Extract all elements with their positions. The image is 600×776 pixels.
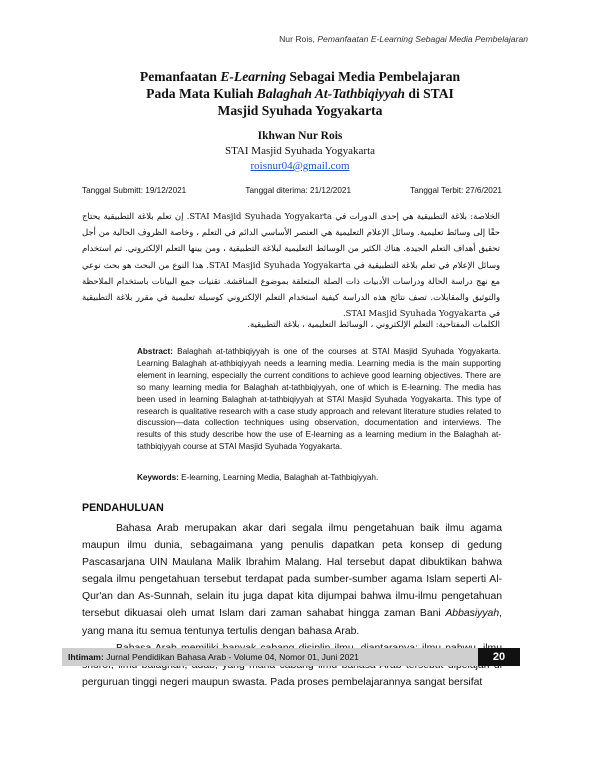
article-dates	[82, 186, 502, 195]
date-published: Tanggal Terbit: 27/6/2021	[410, 186, 502, 195]
abstract-text: Balaghah at-tathbiqiyyah is one of the courses at STAI Masjid Syuhada Yogyakarta. Learning Balaghah at-athbiqiyyah needs a learning media. Learning media is the main supporting element in learning, especially the current conditions to achieve good learning objectives. There are so many learning media for Balaghah at-tathbiqiyyah, one of which is E-learning. The media has been used in learning Balaghah at-tathbiqiyyah at STAI Masjid Syuhada Yogyakarta. This type of research is qualitative research with a case study approach and relevant literature studies related to discussion—data collection techniques using observation, documentation and interviews. The results of this study describe how the use of E-learning as a learning medium in the Balaghah at-tathbiqiyyah course at STAI Masjid Syuhada Yogyakarta.	[137, 347, 501, 452]
arabic-keywords: الكلمات المفتاحية: التعلم الإلكتروني ، الوسائط التعليمية ، بلاغة التطبيقية.	[247, 319, 500, 329]
paragraph-2: perguruan tinggi negeri maupun swasta. Pada proses pembelajarannya sangat bersifat	[82, 676, 483, 688]
title-part-4: Pada Mata Kuliah	[146, 86, 257, 101]
author-block	[100, 128, 500, 174]
footer-journal-name: Ihtimam:	[68, 652, 104, 662]
english-keywords	[137, 472, 501, 484]
section-heading: PENDAHULUAN	[82, 502, 164, 514]
running-header-author: Nur Rois,	[279, 34, 315, 44]
running-header-title: Pemanfaatan E-Learning Sebagai Media Pembelajaran	[317, 34, 528, 44]
title-part-3: Sebagai Media Pembelajaran	[286, 69, 461, 84]
title-part-6: di STAI	[404, 86, 454, 101]
keywords-label: Keywords:	[137, 473, 179, 482]
abstract-label: Abstract:	[137, 347, 173, 356]
footer-bar	[62, 648, 520, 666]
footer-journal-rest: Jurnal Pendidikan Bahasa Arab - Volume 04, Nomor 01, Juni 2021	[103, 652, 359, 662]
running-header	[279, 34, 528, 44]
paragraph-1-a: Bahasa Arab merupakan akar dari segala ilmu pengetahuan baik ilmu agama maupun ilmu dunia, sebagaimana yang penulis dapatkan peta konsep di gedung Pascasarjana UIN Maulana Malik Ibrahim Malang. Hal tersebut dapat dibuktikan bahwa segala ilmu pengetahuan tersebut terdapat pada sumber-sumber agama Islam seperti Al-Qur'an dan As-Sunnah, selain itu juga dapat kita dijumpai bahwa ilmu-ilmu pengetahuan tersebut dikuasai oleh umat Islam dari zaman sahabat hingga zaman Bani	[82, 523, 502, 620]
arabic-abstract: الخلاصة: بلاغة التطبيقية هي إحدى الدورات في STAI Masjid Syuhada Yogyakarta. إن تعلم بلاغة التطبيقية يحتاج حقًا إلى وسائط تعليمية. وسائل الإعلام التعليمية هي العنصر الأساسي الدائم في التعلم ، وخاصة الظروف الحالية من أجل تحقيق أهداف التعلم الجيدة. هناك الكثير من الوسائط التعليمية لبلاغة التطبيقية ، ومن بينها التعلم الإلكتروني. تم استخدام وسائل الإعلام في تعلم بلاغة التطبيقية في STAI Masjid Syuhada Yogyakarta. هذا النوع من البحث هو بحث نوعي مع نهج دراسة الحالة ودراسات الأدبيات ذات الصلة المتعلقة بموضوع المناقشة. تقنيات جمع البيانات باستخدام الملاحظة والتوثيق والمقابلات. تصف نتائج هذه الدراسة كيفية استخدام التعلم الإلكتروني كوسيلة تعليمية في مقرر بلاغة التطبيقية في STAI Masjid Syuhada Yogyakarta.	[82, 211, 501, 319]
english-abstract	[137, 346, 501, 453]
date-accepted: Tanggal diterima: 21/12/2021	[245, 186, 352, 195]
keywords-text: E-learning, Learning Media, Balaghah at-Tathbiqiyyah.	[178, 473, 379, 482]
author-name: Ikhwan Nur Rois	[257, 130, 343, 142]
article-title	[100, 68, 500, 119]
paragraph-1	[82, 520, 502, 640]
title-part-2: E-Learning	[220, 69, 287, 84]
author-email-link[interactable]: roisnur04@gmail.com	[250, 160, 350, 172]
date-submitted: Tanggal Submitt: 19/12/2021	[82, 186, 187, 195]
title-part-7: Masjid Syuhada Yogyakarta	[217, 103, 383, 118]
footer-journal	[62, 652, 478, 662]
title-part-1: Pemanfaatan	[139, 69, 221, 84]
page-number: 20	[478, 648, 520, 666]
paragraph-1-b: , yang mana itu semua tentunya tertulis dengan bahasa Arab.	[82, 608, 502, 637]
author-affiliation: STAI Masjid Syuhada Yogyakarta	[224, 145, 376, 157]
title-part-5: Balaghah At-Tathbiqiyyah	[256, 86, 405, 101]
paragraph-1-italic: Abbasiyyah	[445, 608, 500, 620]
